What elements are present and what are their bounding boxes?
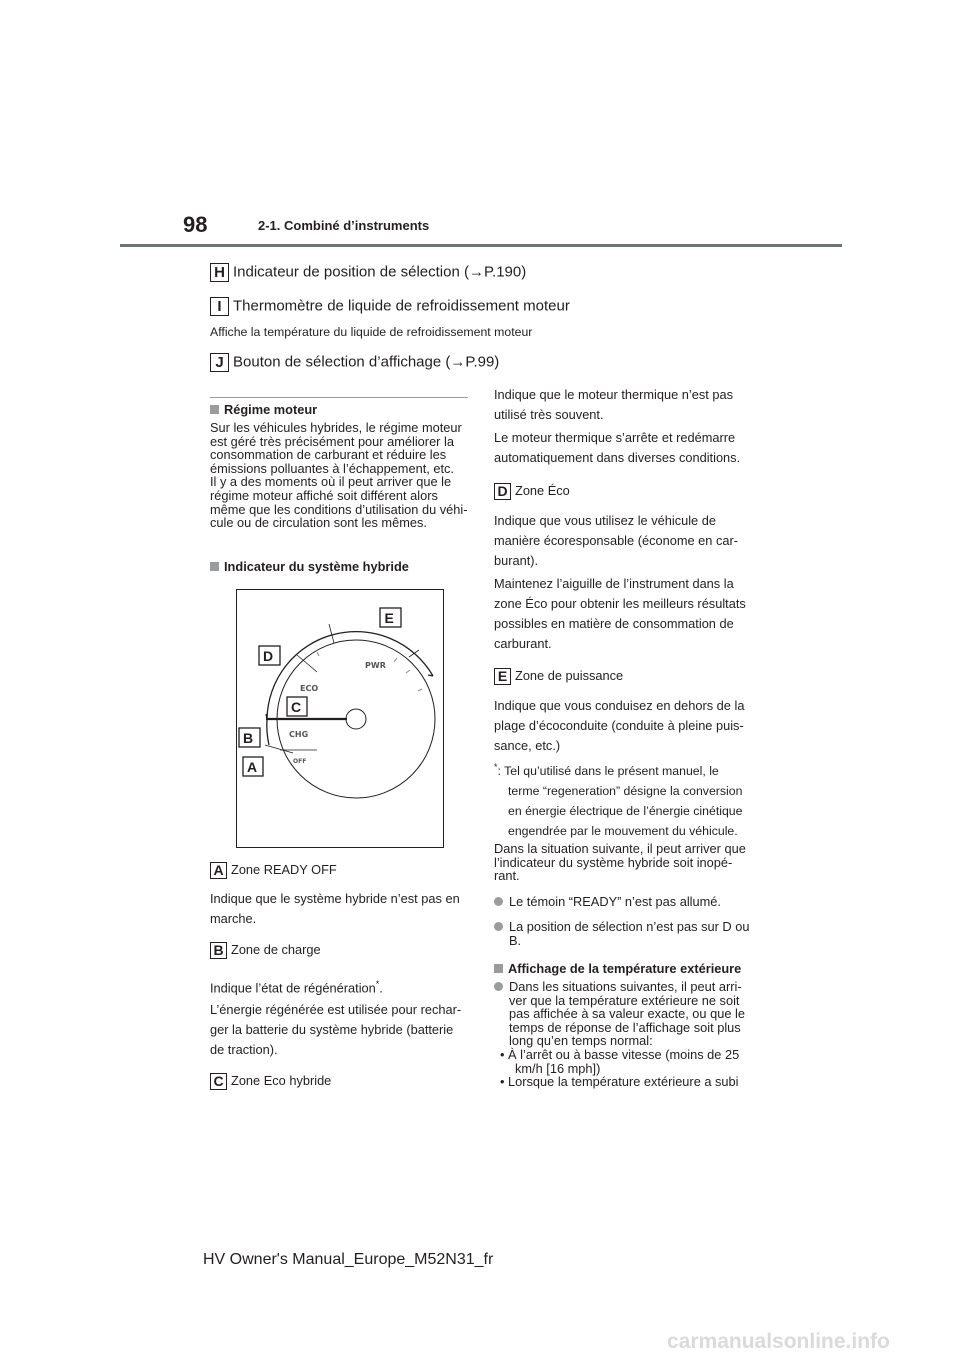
label-b-box: B — [210, 942, 227, 959]
section-title: 2-1. Combiné d’instruments — [258, 218, 430, 233]
item-c: C Zone Eco hybride — [210, 1071, 331, 1091]
item-i — [210, 297, 570, 316]
item-j-text: Bouton de sélection d’affichage (→P.99) — [233, 353, 500, 371]
c-desc: Indique que le moteur thermique n’est pas utilisé très souvent. Le moteur thermique s’arrête et redémarre automatiquement dans diverses conditions. — [494, 387, 741, 465]
hybrid-heading: Indicateur du système hybride — [210, 559, 409, 574]
bullet-ready: Le témoin “READY” n’est pas allumé. — [494, 895, 721, 909]
round-bullet-icon — [494, 922, 503, 931]
callout-c: C — [291, 699, 302, 715]
item-a: A Zone READY OFF — [210, 860, 337, 880]
watermark: carmanualsonline.info — [667, 1330, 890, 1353]
item-e: E Zone de puissance — [494, 666, 623, 686]
gauge-chg: CHG — [289, 730, 309, 739]
regime-heading: Régime moteur — [210, 402, 317, 417]
square-bullet-icon — [210, 562, 219, 571]
footer-text: HV Owner's Manual_Europe_M52N31_fr — [203, 1251, 494, 1268]
header-rule — [120, 244, 842, 247]
footnote: *: Tel qu’utilisé dans le présent manuel, le terme “regeneration” désigne la conversion en énergie électrique de l’énergie cinétique engendrée par le mouvement du véhicule. — [494, 762, 743, 839]
item-h-text: Indicateur de position de sélection (→P.190) — [233, 263, 527, 281]
callout-a: A — [247, 759, 258, 775]
item-d: D Zone Éco — [494, 481, 570, 501]
label-c-box: C — [210, 1073, 227, 1090]
bullet-selection: La position de sélection n’est pas sur D ou B. — [494, 920, 749, 947]
regime-paragraph: Sur les véhicules hybrides, le régime moteur est géré très précisément pour améliorer la consommation de carburant et réduire les émissions polluantes à l’échappement, etc. Il y a des moments où il peut arriver que le régime moteur affiché soit différent alors même que les conditions d’utilisation du véhi- cule ou de circulation sont les mêmes. — [210, 420, 468, 531]
temp-heading: Affichage de la température extérieure — [494, 961, 741, 976]
gauge-eco: ECO — [300, 684, 319, 693]
e-desc: Indique que vous conduisez en dehors de la plage d’écoconduite (conduite à pleine puis- sance, etc.) — [494, 698, 745, 753]
round-bullet-icon — [494, 897, 503, 906]
item-i-desc: Affiche la température du liquide de refroidissement moteur — [210, 325, 533, 339]
page-number: 98 — [183, 212, 208, 237]
d-desc: Indique que vous utilisez le véhicule de manière écoresponsable (économe en car- burant). Maintenez l’aiguille de l’instrument dans la zone Éco pour obtenir les meilleurs résultats possibles en matière de consommation de carburant. — [494, 513, 746, 651]
column-rule — [210, 397, 468, 398]
gauge-svg — [237, 590, 443, 847]
bullet-temp: Dans les situations suivantes, il peut arri- ver que la température extérieure ne soit pas affichée à sa valeur exacte, ou que le temps de réponse de l’affichage soit plus long qu’en temps normal: • À l’arrêt ou à basse vitesse (moins de 25 km/h [16 mph]) • Lorsque la température extérieure a subi — [494, 980, 745, 1089]
item-j — [210, 353, 499, 372]
situation-paragraph: Dans la situation suivante, il peut arriver que l’indicateur du système hybride soit inopé- rant. — [494, 841, 746, 884]
item-i-text: Thermomètre de liquide de refroidissement moteur — [233, 297, 570, 315]
label-h-box: H — [210, 263, 229, 282]
label-i-box: I — [210, 297, 229, 316]
callout-d: D — [263, 648, 274, 664]
callout-e: E — [384, 610, 394, 626]
square-bullet-icon — [210, 405, 219, 414]
label-e-box: E — [494, 668, 511, 685]
item-b-desc1: Indique l’état de régénération*. — [210, 979, 383, 996]
item-h — [210, 263, 526, 282]
label-a-box: A — [210, 862, 227, 879]
gauge-off: OFF — [293, 758, 307, 765]
hybrid-gauge-illustration — [236, 589, 444, 848]
label-j-box: J — [210, 353, 229, 372]
item-b-desc2: L’énergie régénérée est utilisée pour rechar- ger la batterie du système hybride (batterie de traction). — [210, 1002, 462, 1057]
square-bullet-icon — [494, 964, 503, 973]
item-b: B Zone de charge — [210, 940, 321, 960]
label-d-box: D — [494, 483, 511, 500]
gauge-pwr: PWR — [365, 661, 386, 670]
round-bullet-icon — [494, 982, 503, 991]
callout-b: B — [243, 730, 254, 746]
item-a-desc: Indique que le système hybride n’est pas en marche. — [210, 891, 460, 926]
